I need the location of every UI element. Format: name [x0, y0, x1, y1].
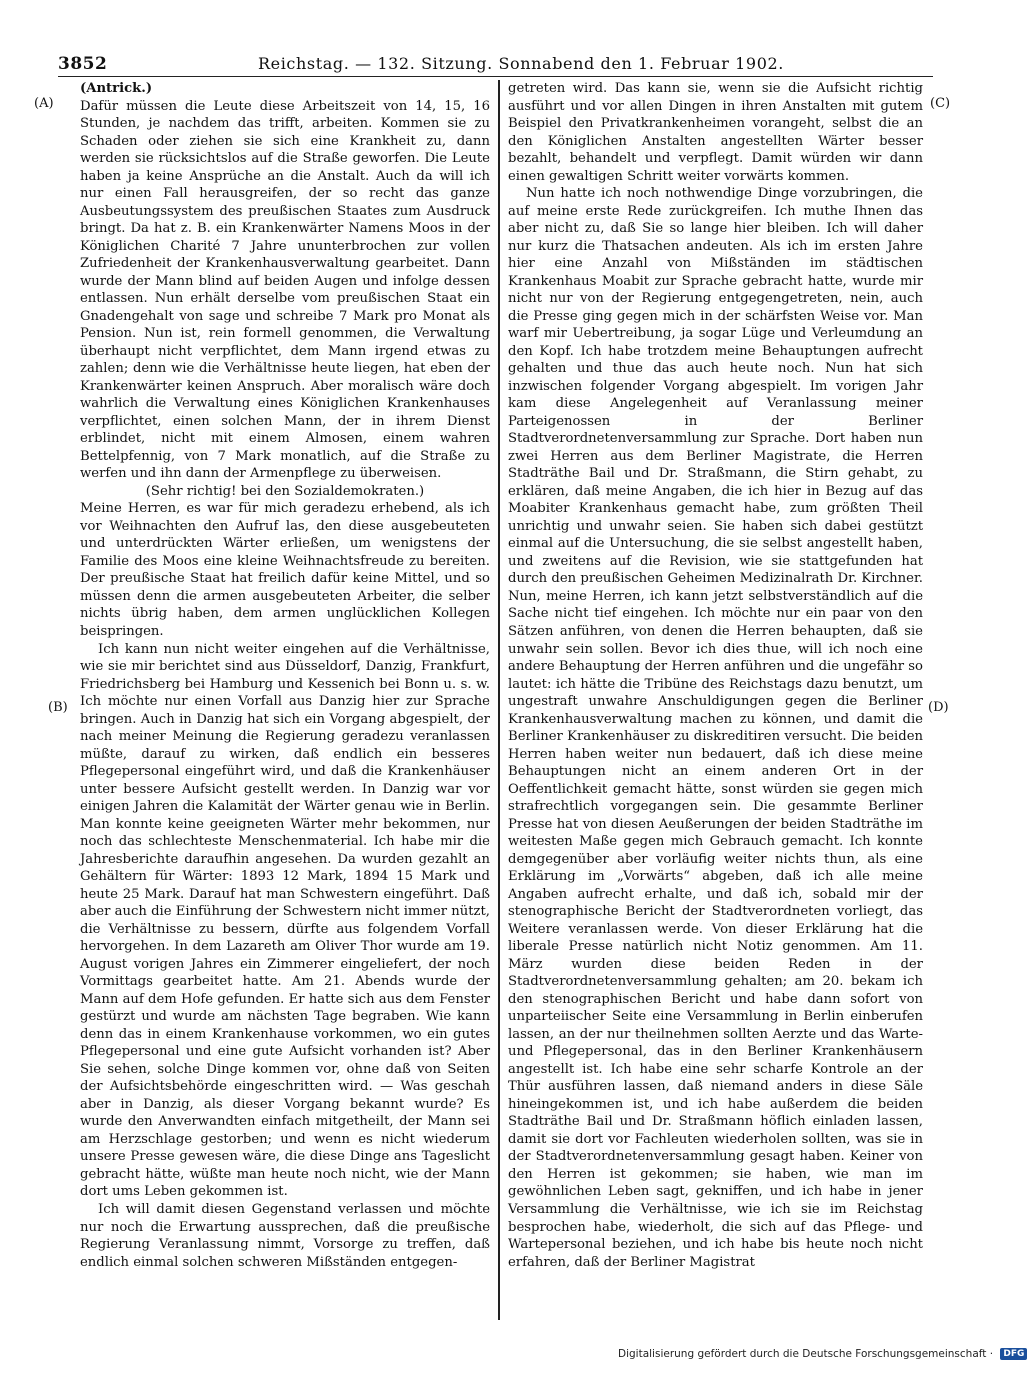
speaker-rubric: (Antrick.) [80, 81, 153, 96]
interjection: (Sehr richtig! bei den Sozialdemokraten.) [145, 483, 425, 499]
page-number: 3852 [58, 54, 108, 74]
paragraph: Ich kann nun nicht weiter eingehen auf die Verhältnisse, wie sie mir berichtet sind aus Düsseldorf, Danzig, Frankfurt, Friedrichsberg bei Hamburg und Kessenich bei Bonn u. s. w. Ich möchte nur einen Vorfall aus Danzig hier zur Sprache bringen. Auch in Danzig hat sich ein Vorgang abgespielt, der nach meiner Meinung die Regierung geradezu veranlassen müßte, darauf zu wirken, daß endlich ein besseres Pflegepersonal eingeführt wird, und daß die Krankenhäuser unter bessere Aufsicht gestellt werden. In Danzig war vor einigen Jahren die Kalamität der Wärter genau wie in Berlin. Man konnte keine geeigneten Wärter mehr bekommen, nur noch das schlechteste Menschenmaterial. Ich habe mir die Jahresberichte daraufhin angesehen. Da wurden gezahlt an Gehältern für Wärter: 1893 12 Mark, 1894 15 Mark und heute 25 Mark. Darauf hat man Schwestern eingeführt. Daß aber auch die Einführung der Schwestern nicht immer nützt, die Verhältnisse zu bessern, dürfte aus folgendem Vorfall hervorgehen. In dem Lazareth am Oliver Thor wurde am 19. August vorigen Jahres ein Zimmerer eingeliefert, der noch Vormittags gearbeitet hatte. Am 21. Abends wurde der Mann auf dem Hofe gefunden. Er hatte sich aus dem Fenster gestürzt und wurde am nächsten Tage begraben. Wie kann denn das in einem Krankenhause vorkommen, wo ein gutes Pflegepersonal und eine gute Aufsicht vorhanden ist? Aber Sie sehen, solche Dinge kommen vor, ohne daß von Seiten der Aufsichtsbehörde eingeschritten wird. — Was geschah aber in Danzig, als dieser Vorgang bekannt wurde? Es wurde den Anverwandten einfach mitgetheilt, der Mann sei am Herzschlage gestorben; und wenn es nicht wiederum unsere Presse gewesen wäre, die diese Dinge ans Tageslicht gebracht hätte, wüßte man heute noch nicht, wie der Mann dort ums Leben gekommen ist. [80, 641, 490, 1200]
footer-text: Digitalisierung gefördert durch die Deutsche Forschungsgemeinschaft · [618, 1348, 994, 1360]
running-title: Reichstag. — 132. Sitzung. Sonnabend den 1. Februar 1902. [258, 54, 784, 73]
paragraph: Meine Herren, es war für mich geradezu erhebend, als ich vor Weihnachten den Aufruf las, den diese ausgebeuteten und unterdrückten Wärter erließen, um wenigstens der Familie des Moos eine kleine Weihnachtsfreude zu bereiten. Der preußische Staat hat freilich dafür keine Mittel, und so müssen denn die armen ausgebeuteten Arbeiter, die selber nichts übrig haben, dem armen unglücklichen Kollegen beispringen. [80, 501, 490, 639]
paragraph: Dafür müssen die Leute diese Arbeitszeit von 14, 15, 16 Stunden, je nachdem das trifft, arbeiten. Kommen sie zu Schaden oder ziehen sie sich eine Krankheit zu, dann werden sie rücksichtslos auf die Straße geworfen. Die Leute haben ja keine Ansprüche an die Anstalt. Auch da will ich nur einen Fall herausgreifen, der so recht das ganze Ausbeutungssystem des preußischen Staates zum Ausdruck bringt. Da hat z. B. ein Krankenwärter Namens Moos in der Königlichen Charité 7 Jahre ununterbrochen zur vollen Zufriedenheit der Krankenhausverwaltung gearbeitet. Dann wurde der Mann blind auf beiden Augen und infolge dessen entlassen. Nun erhält derselbe vom preußischen Staat ein Gnadengehalt von sage und schreibe 7 Mark pro Monat als Pension. Nun ist, rein formell genommen, die Verwaltung überhaupt nicht verpflichtet, dem Mann irgend etwas zu zahlen; denn wie die Verhältnisse heute liegen, hat eben der Krankenwärter keinen Anspruch. Aber moralisch wäre doch wahrlich die Verwaltung eines Königlichen Krankenhauses verpflichtet, einen solchen Mann, der in ihrem Dienst erblindet, nicht mit einem Almosen, einem wahren Bettelpfennig, von 7 Mark monatlich, auf die Straße zu werfen und ihn dann der Armenpflege zu überweisen. [80, 98, 490, 482]
left-column [80, 80, 490, 1310]
right-column [508, 80, 923, 1310]
margin-letter-c: (C) [930, 96, 951, 111]
margin-letter-a: (A) [34, 96, 54, 111]
margin-letter-d: (D) [928, 700, 949, 715]
page-header [58, 50, 933, 77]
paragraph: getreten wird. Das kann sie, wenn sie die Aufsicht richtig ausführt und vor allen Dingen in ihren Anstalten mit gutem Beispiel den Privatkrankenheimen vorangeht, selbst die an den Königlichen Anstalten angestellten Wärter besser bezahlt, behandelt und verpflegt. Damit würden wir dann einen gewaltigen Schritt weiter vorwärts kommen. [508, 81, 923, 184]
paragraph: Nun hatte ich noch nothwendige Dinge vorzubringen, die auf meine erste Rede zurückgreifen. Ich muthe Ihnen das aber nicht zu, daß Sie so lange hier bleiben. Ich will daher nur kurz die Thatsachen andeuten. Als ich im ersten Jahre hier eine Anzahl von Mißständen im städtischen Krankenhaus Moabit zur Sprache gebracht hatte, wurde mir nicht nur von der Regierung entgegengetreten, nein, auch die Presse ging gegen mich in der schärfsten Weise vor. Man warf mir Uebertreibung, ja sogar Lüge und Verleumdung an den Kopf. Ich habe trotzdem meine Behauptungen aufrecht gehalten und thue das auch heute noch. Nun hat sich inzwischen folgender Vorgang abgespielt. Im vorigen Jahr kam diese Angelegenheit auf Veranlassung meiner Parteigenossen in der Berliner Stadtverordnetenversammlung zur Sprache. Dort haben nun zwei Herren aus dem Berliner Magistrate, die Herren Stadträthe Bail und Dr. Straßmann, die Stirn gehabt, zu erklären, daß meine Angaben, die ich hier in Bezug auf das Moabiter Krankenhaus gemacht habe, zum größten Theil unrichtig und unwahr seien. Sie haben sich dabei gestützt einmal auf die Untersuchung, die sie selbst angestellt haben, und zweitens auf die Revision, wie sie stattgefunden hat durch den preußischen Geheimen Medizinalrath Dr. Kirchner. Nun, meine Herren, ich kann jetzt selbstverständlich auf die Sache nicht tief eingehen. Ich möchte nur ein paar von den Sätzen anführen, von denen die Herren behaupten, daß sie unwahr sein sollen. Bevor ich dies thue, will ich noch eine andere Behauptung der Herren anführen und die ungefähr so lautet: ich hätte die Tribüne des Reichstags dazu benutzt, um ungestraft unwahre Anschuldigungen gegen die Berliner Krankenhausverwaltung machen zu können, und damit die Berliner Krankenhäuser zu diskreditiren versucht. Die beiden Herren haben weiter nun bedauert, daß ich diese meine Behauptungen nicht an einem anderen Ort in der Oeffentlichkeit gemacht hätte, sonst würden sie gegen mich strafrechtlich vorgegangen sein. Die gesammte Berliner Presse hat von diesen Aeußerungen der beiden Stadträthe im weitesten Maße gegen mich Gebrauch gemacht. Ich konnte demgegenüber aber vorläufig weiter nichts thun, als eine Erklärung im „Vorwärts“ abgeben, daß ich alle meine Angaben aufrecht erhalte, und daß ich, sobald mir der stenographische Bericht der Stadtverordneten vorliegt, das Weitere veranlassen werde. Von dieser Erklärung hat die liberale Presse natürlich nicht Notiz genommen. Am 11. März wurden diese beiden Reden in der Stadtverordnetenversammlung gehalten; am 20. bekam ich den stenographischen Bericht und habe dann sofort von unparteiischer Seite eine Versammlung in Berlin einberufen lassen, an der nur theilnehmen sollten Aerzte und das Warte- und Pflegepersonal, das in den Berliner Krankenhäusern angestellt ist. Ich habe eine sehr scharfe Kontrole an der Thür ausführen lassen, daß niemand anders in diese Säle hineingekommen ist, und ich habe außerdem die beiden Stadträthe Bail und Dr. Straßmann höflich einladen lassen, damit sie dort vor Fachleuten wiederholen sollten, was sie in der Stadtverordnetenversammlung gesagt haben. Keiner von den Herren ist gekommen; sie haben, wie man im gewöhnlichen Leben sagt, gekniffen, und ich habe in jener Versammlung die Verhältnisse, wie ich sie im Reichstag besprochen habe, wiederholt, die sich auf das Pflege- und Wartepersonal beziehen, und ich habe bis heute noch nicht erfahren, daß der Berliner Magistrat [508, 186, 923, 1270]
margin-letter-b: (B) [48, 700, 68, 715]
paragraph: Ich will damit diesen Gegenstand verlassen und möchte nur noch die Erwartung aussprechen, daß die preußische Regierung Veranlassung nimmt, Vorsorge zu treffen, daß endlich einmal solchen schweren Mißständen entgegen- [80, 1202, 490, 1270]
digitization-footer [618, 1348, 1025, 1366]
dfg-logo: DFG [1000, 1348, 1027, 1360]
column-divider [498, 80, 500, 1320]
